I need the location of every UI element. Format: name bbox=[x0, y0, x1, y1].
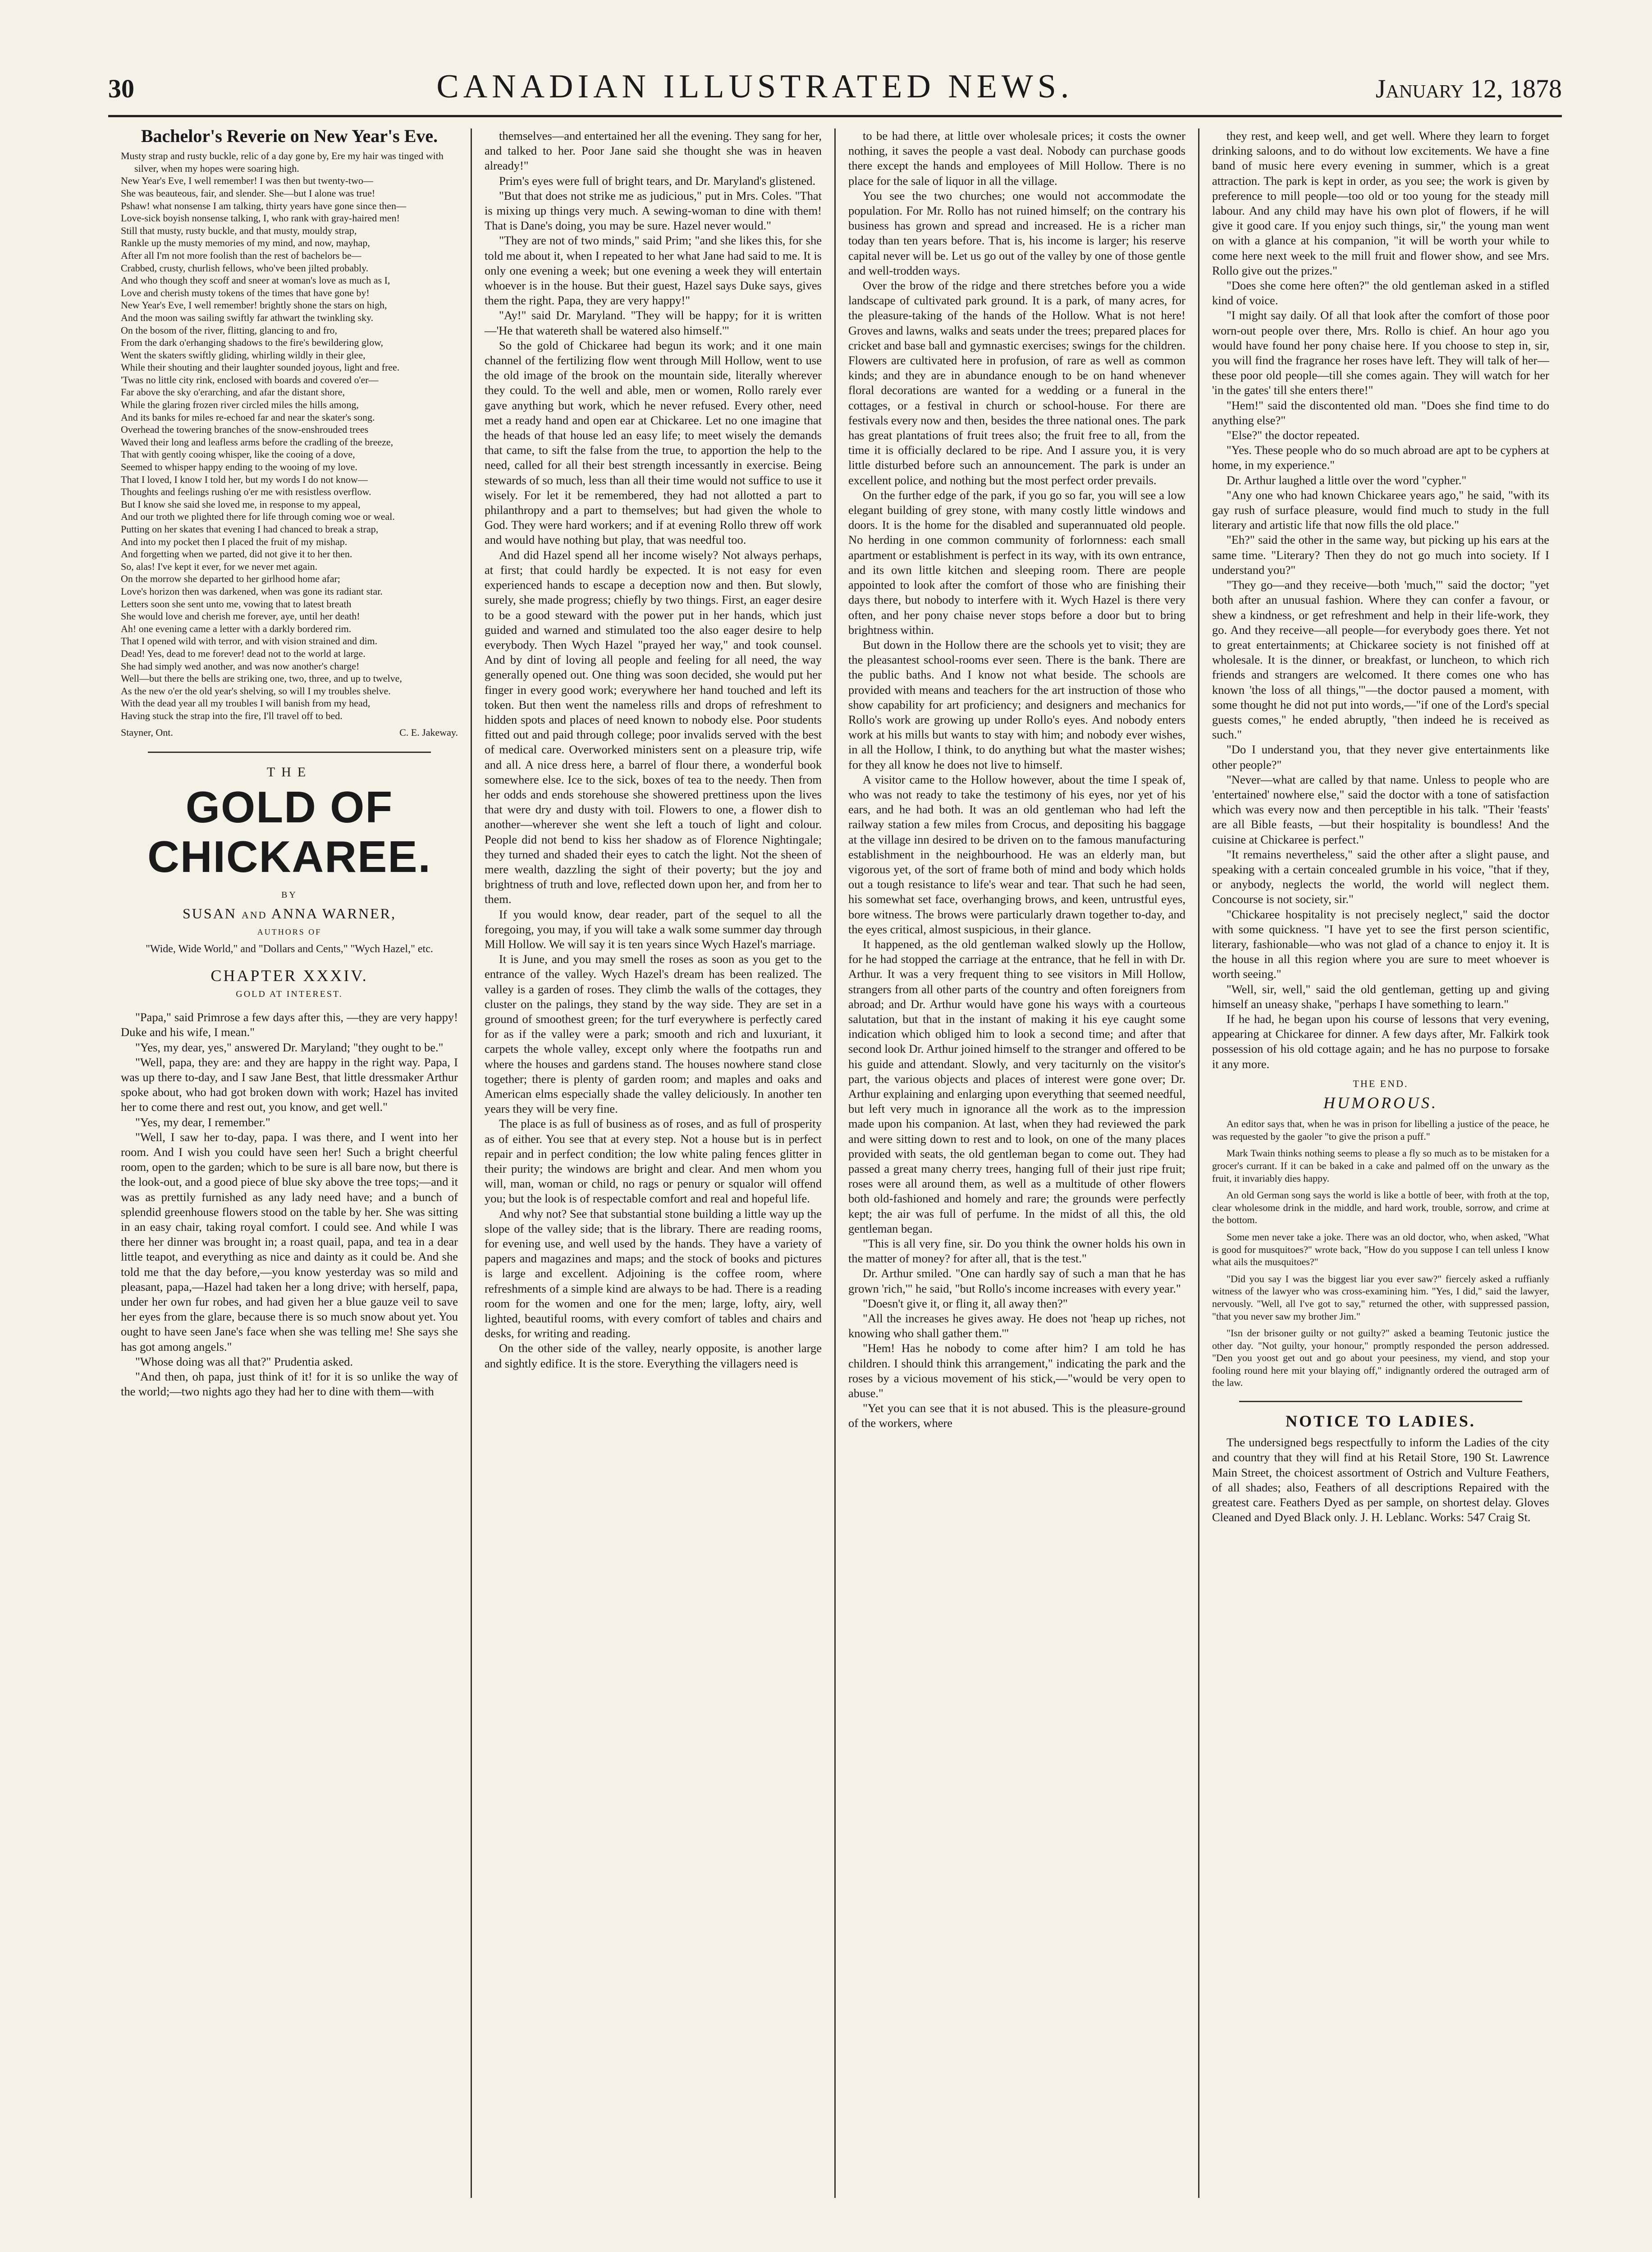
poem-line: While the glaring frozen river circled miles the hills among, bbox=[121, 399, 359, 411]
notice-text: The undersigned begs respectfully to inform the Ladies of the city and country that they will find at his Retail Store, 190 St. Lawrence Main Street, the choicest assortment of Ostrich and Vulture Feathers, of all shades; also, Feathers of all descriptions Repaired with the greatest care. Feathers Dyed as per sample, on shortest delay. Gloves Cleaned and Dyed Black only. J. H. Leblanc. Works: 547 Craig St. bbox=[1212, 1436, 1549, 1524]
poem-line: She was beauteous, fair, and slender. She—but I alone was true! bbox=[121, 187, 375, 199]
paragraph: "Papa," said Primrose a few days after this, —they are very happy! Duke and his wife, I mean." bbox=[121, 1010, 458, 1039]
columns bbox=[108, 128, 1562, 2198]
poem-line: New Year's Eve, I well remember! brightly shone the stars on high, bbox=[121, 299, 387, 311]
paragraph: "Did you say I was the biggest liar you ever saw?" fiercely asked a ruffianly witness of the lawyer who was cross-examining him. "Yes, I did," said the lawyer, nervously. "Well, all I've got to say," returned the other, with suppressed passion, "that you never saw my brother Jim." bbox=[1212, 1273, 1549, 1322]
poem-line: Letters soon she sent unto me, vowing that to latest breath bbox=[121, 598, 352, 610]
paragraph: On the further edge of the park, if you go so far, you will see a low elegant building of grey stone, with many costly little windows and doors. It is the home for the disabled and superannuated old people. No herding in one common community of forlornness: each small apartment or establishment is perfect in its way, with its own entrance, and its own little kitchen and sleeping room. There are people appointed to look after the comfort of those who are finishing their days there, but nobody to interfere with it. Wych Hazel is there very often, and her pony chaise never stops before a door but to bring brightness within. bbox=[848, 488, 1185, 637]
paragraph: "Yes, my dear, yes," answered Dr. Maryland; "they ought to be." bbox=[135, 1040, 444, 1054]
paragraph: And did Hazel spend all her income wisely? Not always perhaps, at first; that could hardly be expected. It is not easy for even experienced hands to escape a deception now and then. But slowly, surely, she made progress; chiefly by two things. First, an eager desire to be a good steward with the power put in her hands, which just guided and warned and stimulated too the also eager desire to help everybody. Then Wych Hazel "prayed her way," and took counsel. And by dint of loving all people and feeling for all need, the way generally opened out. One thing was soon decided, she would put her finger in every good work; everywhere her hand touched and left its token. But then went the nameless rills and drops of refreshment to hidden spots and places of need known to nobody else. Poor students fitted out and paid through college; poor invalids served with the best of medical care. Overworked ministers sent on a pleasure trip, wife and all. A nice dress here, a barrel of flour there, a wonderful book somewhere else. Ice to the sick, boxes of tea to the needy. Then from her odds and ends storehouse she showered prettiness upon the lives that were dry and dusty with toil. Flowers to one, a flower dish to another—wherever she went she left a touch of light and colour. People did not bend to kiss her shadow as of Florence Nightingale; they turned and shaded their eyes to catch the light. Not the sheen of mere wealth, dazzling the sight of their poverty; but the joy and brightness of truth and love, reflected down upon her, and from her to them. bbox=[485, 548, 822, 906]
poem-line: She would love and cherish me forever, aye, until her death! bbox=[121, 610, 360, 622]
poem-line: New Year's Eve, I well remember! I was then but twenty-two— bbox=[121, 175, 373, 187]
chapter-heading: CHAPTER XXXIV. bbox=[211, 966, 368, 985]
paragraph: "Yes. These people who do so much abroad are apt to be cyphers at home, in my experience." bbox=[1212, 443, 1549, 472]
paragraph: "They go—and they receive—both 'much,'" said the doctor; "yet both after an unusual fashion. Where they can confer a favour, or shew a kindness, or get refreshment and help in their life-work, they go. And they receive—all people—for everybody goes there. Yet not to great entertainments; at Chickaree society is not finished off at wholesale. It is the dinner, or breakfast, or luncheon, to which rich friends and strangers are welcomed. It there comes one who has known 'the loss of all things,'"—the doctor paused a moment, with some thought he did not put into words,—"if one of the Lord's special guests comes," he ended abruptly, "then indeed he is received as such." bbox=[1212, 578, 1549, 742]
paragraph: An editor says that, when he was in prison for libelling a justice of the peace, he was requested by the gaoler "to give the prison a puff." bbox=[1212, 1118, 1549, 1142]
notice-body bbox=[1212, 1435, 1549, 1525]
poem-line: With the dead year all my troubles I will banish from my head, bbox=[121, 697, 371, 709]
paragraph: "I might say daily. Of all that look after the comfort of those poor worn-out people over there, Mrs. Rollo is chief. An hour ago you would have found her pony chaise here. If you choose to step in, sir, you will find the fragrance her roses have left. They will talk of her—these poor old people—till she comes again. They will watch for her 'in the gates' till she enters there!" bbox=[1212, 308, 1549, 397]
poem-line: Rankle up the musty memories of my mind, and now, mayhap, bbox=[121, 237, 370, 249]
poem-line: Musty strap and rusty buckle, relic of a day gone by, Ere my hair was tinged with silver, when my hopes were soaring high. bbox=[121, 150, 444, 174]
column-3 bbox=[834, 128, 1198, 2198]
column-4-text bbox=[1212, 128, 1549, 1072]
poem-line: Seemed to whisper happy ending to the wooing of my love. bbox=[121, 461, 357, 473]
poem-line: But I know she said she loved me, in response to my appeal, bbox=[121, 498, 361, 510]
humorous-items bbox=[1212, 1118, 1549, 1389]
paragraph: The place is as full of business as of roses, and as full of prosperity as of either. You see that at every step. Not a house but is in perfect repair and in perfect condition; the low white paling fences glitter in their purity; the windows are bright and clear. And men whom you will, man, woman or child, no rags or penury or squalor will offend you; but the look is of respectable comfort and real and hopeful life. bbox=[485, 1117, 822, 1206]
paragraph: themselves—and entertained her all the evening. They sang for her, and talked to her. Poor Jane said she thought she was in heaven already!" bbox=[485, 129, 822, 173]
chapter-title: GOLD AT INTEREST. bbox=[236, 989, 343, 999]
poem-line: On the bosom of the river, flitting, glancing to and fro, bbox=[121, 324, 337, 336]
paragraph: But down in the Hollow there are the schools yet to visit; they are the pleasantest school-rooms ever seen. There is the bank. There are the public baths. And I know not what beside. The schools are provided with means and teachers for the art instruction of those who show capability for art proficiency; and designers and mechanics for Rollo's work are growing up under Rollo's eyes. And nobody enters work at his mills but wants to stay with him; and nobody ever wishes, in all the Hollow, I think, to do anything but what the master wishes; for they all know he does not live to himself. bbox=[848, 638, 1185, 771]
the-end: THE END. bbox=[1353, 1078, 1409, 1089]
paragraph: "Hem!" said the discontented old man. "Does she find time to do anything else?" bbox=[1212, 398, 1549, 427]
story-by: BY bbox=[281, 890, 297, 900]
poem-line: On the morrow she departed to her girlhood home afar; bbox=[121, 573, 340, 585]
poem-line: As the new o'er the old year's shelving, so will I my troubles shelve. bbox=[121, 685, 391, 697]
poem-line: From the dark o'erhanging shadows to the fire's bewildering glow, bbox=[121, 337, 384, 349]
humorous-heading: HUMOROUS. bbox=[1323, 1094, 1438, 1112]
paragraph: "Well, I saw her to-day, papa. I was there, and I went into her room. And I wish you could have seen her! Such a bright cheerful room, open to the garden; which to be sure is all bare now, but there is the look-out, and a good piece of blue sky above the tree tops;—and it was as prettily furnished as any lady need have; and a bunch of splendid greenhouse flowers stood on the table by her. She was sitting in an easy chair, taking royal comfort. I could see. And while I was there her dinner was brought in; a roast quail, papa, and tea in a dear little teapot, and everything as nice and dainty as it could be. And she told me that the day before,—you know yesterday was so mild and pleasant, papa,—Hazel had taken her a long drive; with herself, papa, under her own fur robes, and had given her a blue gauze veil to save her eyes from the glare, because there is so much snow about yet. You ought to have seen Jane's face when she was telling me! She says she has got among angels." bbox=[121, 1130, 458, 1353]
poem-line: Went the skaters swiftly gliding, whirling wildly in their glee, bbox=[121, 349, 366, 361]
paragraph: "Well, papa, they are: and they are happy in the right way. Papa, I was up there to-day, and I saw Jane Best, that little dressmaker Arthur spoke about, who had got broken down with work; Hazel has invited her to come there and rest out, you know, and get well." bbox=[121, 1055, 458, 1114]
poem-line: Well—but there the bells are striking one, two, three, and up to twelve, bbox=[121, 673, 402, 684]
paragraph: they rest, and keep well, and get well. Where they learn to forget drinking saloons, and to do without low excitements. We have a fine band of music here every evening in summer, which is a great attraction. The park is kept in order, as you see; the work is given by preference to mill people—too old or too young for the steady mill labour. And any child may have his own plot of flowers, if he will give it good care. If you enjoy such things, sir," the young man went on with a glance at his companion, "it will be worth your while to come here next week to the mill fruit and flower show, and see Mrs. Rollo give out the prizes." bbox=[1212, 129, 1549, 277]
poem-place: Stayner, Ont. bbox=[121, 726, 173, 738]
paragraph: Mark Twain thinks nothing seems to please a fly so much as to be mistaken for a grocer's currant. If it can be baked in a cake and palmed off on the unwary as the fruit, it invariably dies happy. bbox=[1212, 1147, 1549, 1184]
paragraph: It happened, as the old gentleman walked slowly up the Hollow, for he had stopped the carriage at the entrance, that he fell in with Dr. Arthur. It was a very frequent thing to see visitors in Mill Hollow, strangers from all other parts of the country and often foreigners from abroad; and Dr. Arthur would have gone his ways with a courteous salutation, but that in the instant of making it his eye caught some indication which obliged him to look a second time; and after that second look Dr. Arthur joined himself to the stranger and offered to be his guide and attendant. Slowly, and very taciturnly on the visitor's part, the various objects and places of interest were gone over; Dr. Arthur explaining and enlarging upon everything that seemed needful, but left very much in ignorance all the work as to the impression made upon his companion. At last, when they had reviewed the park and were sitting down to rest and to look, on one of the many places provided with seats, the old gentleman began to come out. They had passed a great many cherry trees, hanging full of their just ripe fruit; roses were all around them, as well as a multitude of other flowers both old-fashioned and homely and rare; the grounds were perfectly kept; the air was full of perfume. In the midst of all this, the old gentleman began. bbox=[848, 937, 1185, 1235]
divider bbox=[148, 752, 431, 753]
paragraph: "Yet you can see that it is not abused. This is the pleasure-ground of the workers, where bbox=[848, 1401, 1185, 1430]
paragraph: "Any one who had known Chickaree years ago," he said, "with its gay rush of surface pleasure, would find much to study in the full literary and artistic life that now fills the old place." bbox=[1212, 488, 1549, 532]
poem-author: C. E. Jakeway. bbox=[399, 726, 458, 738]
poem-line: While their shouting and their laughter sounded joyous, light and free. bbox=[121, 362, 400, 373]
divider bbox=[1239, 1401, 1522, 1402]
poem-line: Pshaw! what nonsense I am talking, thirty years have gone since then— bbox=[121, 200, 406, 211]
paragraph: "Hem! Has he nobody to come after him? I am told he has children. I should think this arrangement," indicating the park and the roses by a vicious movement of his stick,—"would be very open to abuse." bbox=[848, 1341, 1185, 1400]
paragraph: "They are not of two minds," said Prim; "and she likes this, for she told me about it, when I repeated to her what Jane had said to me. It is only one evening a week; but one evening a week they will entertain whoever is in the house. But their guest, Hazel says Duke says, gives them the right. Papa, they are very happy!" bbox=[485, 234, 822, 307]
page-header bbox=[108, 68, 1562, 117]
paragraph: If he had, he began upon his course of lessons that very evening, appearing at Chickaree for dinner. A few days after, Mr. Falkirk took possession of his old cottage again; and he has no purpose to forsake it any more. bbox=[1212, 1012, 1549, 1071]
page-number: 30 bbox=[108, 74, 134, 103]
paragraph: You see the two churches; one would not accommodate the population. For Mr. Rollo has not ruined himself; on the contrary his business has grown and spread and increased. He is a richer man today than ten years before. That is, his income is larger; his reserve capital never will be. Let us go out of the valley by one of those gentle and well-trodden ways. bbox=[848, 188, 1185, 277]
column-3-text bbox=[848, 128, 1185, 1431]
paragraph: "Else?" the doctor repeated. bbox=[1226, 428, 1360, 442]
poem-line: Crabbed, crusty, churlish fellows, who've been jilted probably. bbox=[121, 262, 369, 274]
poem-line: Thoughts and feelings rushing o'er me with resistless overflow. bbox=[121, 486, 371, 498]
paragraph: "Ay!" said Dr. Maryland. "They will be happy; for it is written—'He that watereth shall be watered also himself.'" bbox=[485, 308, 822, 337]
poem-line: And into my pocket then I placed the fruit of my mishap. bbox=[121, 536, 348, 547]
poem-line: Love-sick boyish nonsense talking, I, who rank with gray-haired men! bbox=[121, 212, 400, 224]
paragraph: It is June, and you may smell the roses as soon as you get to the entrance of the valley. Wych Hazel's dream has been realized. The valley is a garden of roses. They climb the walls of the cottages, they cluster on the palings, they stand by the way side. They are set in a ground of smoothest green; for the turf everywhere is perfectly cared for as if the valley were a park; smooth and rich and luxuriant, it carpets the whole valley, except only where the footpaths run and where the houses and gardens stand. The houses nowhere stand close together; there is plenty of garden room; and maples and oaks and American elms especially shade the valley deliciously. In another ten years they will be very fine. bbox=[485, 952, 822, 1116]
paragraph: "This is all very fine, sir. Do you think the owner holds his own in the matter of money? for after all, that is the test." bbox=[848, 1237, 1185, 1266]
poem-line: Far above the sky o'erarching, and afar the distant shore, bbox=[121, 386, 345, 398]
poem-line: Overhead the towering branches of the snow-enshrouded trees bbox=[121, 424, 369, 436]
poem-line: Having stuck the strap into the fire, I'll travel off to bed. bbox=[121, 710, 343, 721]
story-title: GOLD OF CHICKAREE. bbox=[147, 782, 431, 881]
paragraph: "Does she come here often?" the old gentleman asked in a stifled kind of voice. bbox=[1212, 279, 1549, 307]
paragraph: Prim's eyes were full of bright tears, and Dr. Maryland's glistened. bbox=[499, 174, 816, 188]
paragraph: "But that does not strike me as judicious," put in Mrs. Coles. "That is mixing up things very much. A sewing-woman to dine with them! That is Dane's doing, you may be sure. Hazel never would." bbox=[485, 188, 822, 233]
column-2-text bbox=[485, 128, 822, 1371]
paragraph: If you would know, dear reader, part of the sequel to all the foregoing, you may, if you will take a walk some summer day through Mill Hollow. We will say it is ten years since Wych Hazel's marriage. bbox=[485, 907, 822, 951]
poem-body bbox=[121, 150, 458, 722]
paragraph: "Isn der brisoner guilty or not guilty?" asked a beaming Teutonic justice the other day. "Not guilty, your honour," promptly responded the person addressed. "Den you yoost get out and go about your peesiness, my viend, and stop your fooling round here mit your blaying off," indignantly ordered the outraged arm of the law. bbox=[1212, 1327, 1549, 1389]
paragraph: So the gold of Chickaree had begun its work; and it one main channel of the fertilizing flow went through Mill Hollow, went to use the old image of the brook on the mountain side, literally wherever they could. To the well and able, men or women, Rollo rarely ever gave anything but work, which he never refused. Every other, need met a ready hand and open ear at Chickaree. Let no one imagine that the heads of that house led an easy life; to meet wisely the demands that came, to sift the false from the true, to apportion the help to the need, called for all their best strength incessantly in exercise. Being stewards of so much, less than all their time would not suffice to use it wisely. For let it be remembered, they had not allotted a part to philanthropy and a part to themselves; but had given the whole to God. They were hard workers; and if at evening Rollo threw off work and would have nothing but play, that was needful too. bbox=[485, 338, 822, 547]
poem-line: Waved their long and leafless arms before the cradling of the breeze, bbox=[121, 436, 394, 448]
column-4 bbox=[1198, 128, 1562, 2198]
issue-date: January 12, 1878 bbox=[1375, 74, 1562, 103]
poem-line: That with gently cooing whisper, like the cooing of a dove, bbox=[121, 449, 355, 460]
paragraph: On the other side of the valley, nearly opposite, is another large and sightly edifice. It is the store. Everything the villagers need is bbox=[485, 1341, 822, 1370]
paragraph: "Whose doing was all that?" Prudentia asked. bbox=[135, 1354, 353, 1368]
poem-line: After all I'm not more foolish than the rest of bachelors be— bbox=[121, 249, 362, 261]
poem-line: Ah! one evening came a letter with a darkly bordered rim. bbox=[121, 623, 352, 634]
poem-signature bbox=[121, 725, 458, 740]
poem-line: And the moon was sailing swiftly far athwart the twinkling sky. bbox=[121, 312, 374, 323]
story-the: THE bbox=[266, 764, 312, 780]
poem-title: Bachelor's Reverie on New Year's Eve. bbox=[141, 128, 438, 146]
authors-works: "Wide, Wide World," and "Dollars and Cents," "Wych Hazel," etc. bbox=[146, 943, 433, 955]
poem-line: Dead! Yes, dead to me forever! dead not to the world at large. bbox=[121, 647, 366, 659]
poem-line: And who though they scoff and sneer at woman's love as much as I, bbox=[121, 275, 390, 286]
paragraph: A visitor came to the Hollow however, about the time I speak of, who was not ready to take the testimony of his eyes, nor yet of his ears, and he had both. It was an old gentleman who had left the railway station a few miles from Crocus, and depositing his baggage at the village inn desired to be driven on to the famous manufacturing establishment in the neighbourhood. He was an elderly man, but vigorous yet, of the sort of frame both of mind and body which holds out a tough resistance to life's wear and tear. That such he had seen, his somewhat set face, overhanging brows, and keen, untrustful eyes, bore witness. The brows were particularly drawn together to-day, and the eyes critical, almost suspicious, in their glance. bbox=[848, 772, 1185, 936]
story-authors: SUSAN and ANNA WARNER, bbox=[182, 905, 397, 922]
poem-line: Putting on her skates that evening I had chanced to break a strap, bbox=[121, 523, 379, 535]
paragraph: "Chickaree hospitality is not precisely neglect," said the doctor with some quickness. "I have yet to see the first person scientific, literary, fashionable—who was not glad of a chance to enjoy it. It is the house in all this region where you are sure to meet whoever is worth seeing." bbox=[1212, 907, 1549, 981]
column-1 bbox=[108, 128, 471, 2198]
paragraph: "And then, oh papa, just think of it! for it is so unlike the way of the world;—two nights ago they had her to dine with them—with bbox=[121, 1370, 458, 1399]
paragraph: "Eh?" said the other in the same way, but picking up his ears at the same time. "Literary? Then they do not go much into society. If I understand you?" bbox=[1212, 533, 1549, 577]
paragraph: to be had there, at little over wholesale prices; it costs the owner nothing, it saves the people a vast deal. Nobody can purchase goods there except the hands and employees of Mill Hollow. There is no place for the sale of liquor in all the village. bbox=[848, 129, 1185, 188]
paragraph: An old German song says the world is like a bottle of beer, with froth at the top, clear wholesome drink in the middle, and hard work, trouble, sorrow, and crime at the bottom. bbox=[1212, 1189, 1549, 1226]
paragraph: "Well, sir, well," said the old gentleman, getting up and giving himself an uneasy shake, "perhaps I have something to learn." bbox=[1212, 982, 1549, 1011]
paragraph: Over the brow of the ridge and there stretches before you a wide landscape of cultivated park ground. It is a park, of many acres, for the pleasure-taking of the hands of the Hollow. What is not here! Groves and lawns, walks and seats under the trees; prepared places for cricket and base ball and gymnastic exercises; swings for the children. Flowers are cultivated here in profusion, of rare as well as common kinds; and they are in abundance enough to be on hand whenever floral decorations are wanted for a wedding or a funeral in the cottages, or a festival in church or school-house. For there are festivals every now and then, besides the three national ones. The park has great plantations of fruit trees also; the fruit free to all, from the time it is officially declared to be ripe. And I assure you, it is very little disturbed before such an announcement. The park is under an excellent police, and nothing but the most perfect order prevails. bbox=[848, 279, 1185, 487]
poem-line: And its banks for miles re-echoed far and near the skater's song. bbox=[121, 411, 375, 423]
paragraph: "It remains nevertheless," said the other after a slight pause, and speaking with a certain concealed grumble in his voice, "that if they, or anybody, neglects the world, the world will neglect them. Concourse is not society, sir." bbox=[1212, 847, 1549, 906]
paragraph: "Do I understand you, that they never give entertainments like other people?" bbox=[1212, 743, 1549, 771]
paragraph: "Yes, my dear, I remember." bbox=[135, 1115, 270, 1129]
column-2 bbox=[471, 128, 834, 2198]
poem-line: Still that musty, rusty buckle, and that musty, mouldy strap, bbox=[121, 225, 357, 236]
poem-line: Love's horizon then was darkened, when was gone its radiant star. bbox=[121, 585, 383, 597]
paragraph: "Doesn't give it, or fling it, all away then?" bbox=[863, 1296, 1068, 1310]
column-1-text bbox=[121, 1010, 458, 1399]
paragraph: "Never—what are called by that name. Unless to people who are 'entertained' nowhere else," said the doctor with a tone of satisfaction which was every now and then perceptible in his talk. "Their 'feasts' are all Bible feasts, —but their hospitality is boundless! And the cuisine at Chickaree is perfect." bbox=[1212, 772, 1549, 846]
masthead: CANADIAN ILLUSTRATED NEWS. bbox=[436, 68, 1074, 105]
poem-line: So, alas! I've kept it ever, for we never met again. bbox=[121, 560, 318, 572]
paragraph: Some men never take a joke. There was an old doctor, who, when asked, "What is good for musquitoes?" wrote back, "How do you suppose I can tell unless I know what ails the musquitoes?" bbox=[1212, 1231, 1549, 1268]
authors-of: AUTHORS OF bbox=[257, 927, 322, 937]
poem-line: That I opened wild with terror, and with vision strained and dim. bbox=[121, 635, 378, 647]
poem-line: That I loved, I know I told her, but my words I do not know— bbox=[121, 473, 368, 485]
paragraph: Dr. Arthur laughed a little over the word "cypher." bbox=[1226, 473, 1467, 487]
poem-line: She had simply wed another, and was now another's charge! bbox=[121, 660, 360, 672]
poem-line: Love and cherish musty tokens of the times that have gone by! bbox=[121, 287, 370, 298]
poem-line: 'Twas no little city rink, enclosed with boards and covered o'er— bbox=[121, 374, 379, 385]
poem-line: And forgetting when we parted, did not give it to her then. bbox=[121, 548, 352, 560]
poem-line: And our troth we plighted there for life through coming woe or weal. bbox=[121, 511, 395, 523]
paragraph: Dr. Arthur smiled. "One can hardly say of such a man that he has grown 'rich,'" he said, "but Rollo's income increases with every year." bbox=[848, 1266, 1185, 1295]
notice-heading: NOTICE TO LADIES. bbox=[1286, 1412, 1476, 1431]
paragraph: And why not? See that substantial stone building a little way up the slope of the valley side; that is the library. There are reading rooms, for evening use, and well used by the hands. They have a variety of papers and magazines and maps; and the stock of books and pictures is large and excellent. Adjoining is the coffee room, where refreshments of a simple kind are always to be had. There is a reading room for the women and one for the men; large, lofty, airy, well lighted, beautiful rooms, with every comfort of tables and chairs and desks, for writing and reading. bbox=[485, 1206, 822, 1340]
paragraph: "All the increases he gives away. He does not 'heap up riches, not knowing who shall gather them.'" bbox=[848, 1312, 1185, 1340]
